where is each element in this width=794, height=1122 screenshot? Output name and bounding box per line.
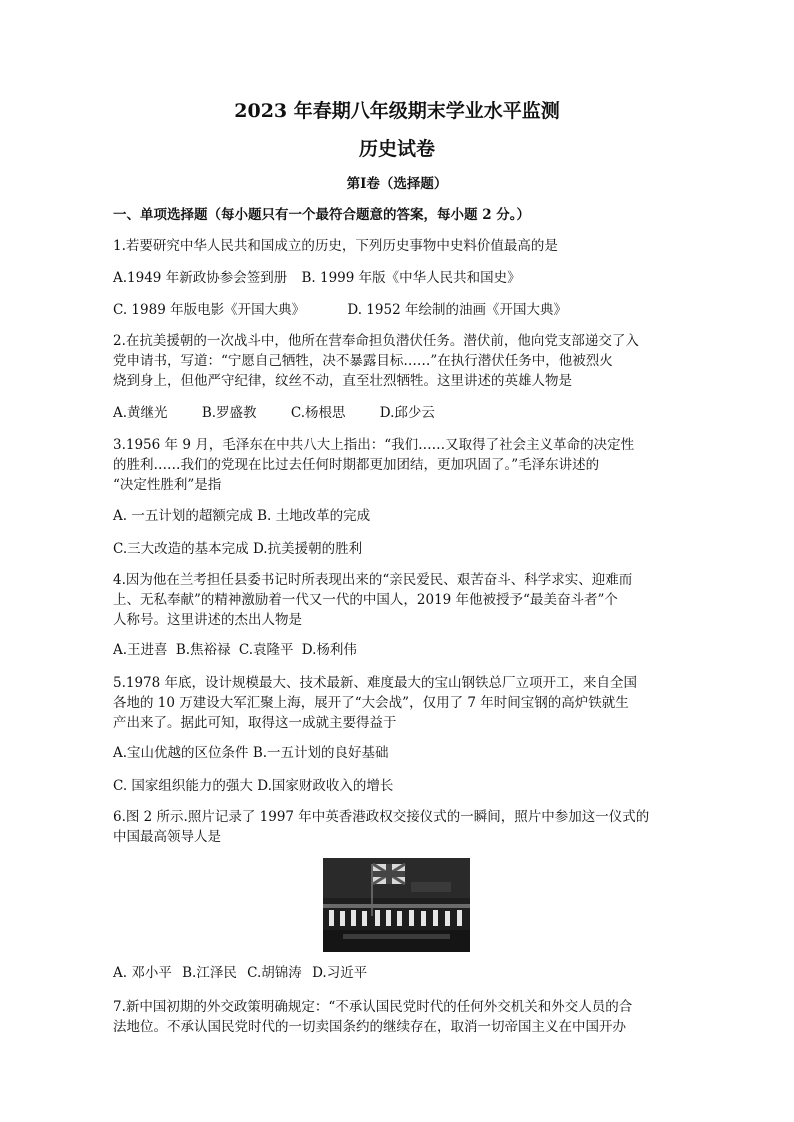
q1-option-d: D. 1952 年绘制的油画《开国大典》: [347, 302, 567, 318]
q4-stem-line-1: 4.因为他在兰考担任县委书记时所表现出来的“亲民爱民、艰苦奋斗、科学求实、迎难而: [113, 572, 633, 588]
q2-options-line: [113, 404, 435, 422]
q1-options-line-1: [113, 269, 521, 287]
q3-stem-line-3: “决定性胜利”是指: [113, 477, 222, 493]
q2-stem-line-1: 2.在抗美援朝的一次战斗中，他所在营奉命担负潜伏任务。潜伏前，他向党支部递交了入: [113, 333, 639, 349]
q5-option-c: C. 国家组织能力的强大: [113, 778, 253, 794]
q5-option-b: B.一五计划的良好基础: [252, 745, 389, 761]
exam-part: 第Ⅰ卷（选择题）: [346, 176, 448, 192]
q3-option-d: D.抗美援朝的胜利: [252, 541, 363, 557]
q2-option-b: B.罗盛教: [201, 405, 257, 421]
q2-stem-line-3: 烧到身上，但他严守纪律，纹丝不动，直至壮烈牺牲。这里讲述的英雄人物是: [113, 373, 572, 389]
q3-stem-line-2: 的胜利……我们的党现在比过去任何时期都更加团结，更加巩固了。”毛泽东讲述的: [113, 457, 600, 473]
q3-option-c: C.三大改造的基本完成: [113, 541, 249, 557]
q3-option-b: B. 土地改革的完成: [257, 508, 371, 524]
q5-option-a: A.宝山优越的区位条件: [113, 745, 249, 761]
exam-subject: 历史试卷: [358, 138, 435, 160]
q5-options-line-1: [113, 744, 389, 762]
handover-ceremony-photo: [323, 858, 470, 952]
q1-option-c: C. 1989 年版电影《开国大典》: [113, 302, 306, 318]
q6-options-line: [113, 964, 367, 982]
q3-stem-line-1: 3.1956 年 9 月，毛泽东在中共八大上指出：“我们……又取得了社会主义革命的决定性: [113, 437, 635, 453]
q3-options-line-1: [113, 507, 370, 525]
q2-option-d: D.邱少云: [379, 405, 435, 421]
q6-option-b: B.江泽民: [182, 965, 237, 981]
q4-option-b: B.焦裕禄: [175, 642, 231, 658]
q2-stem-line-2: 党申请书，写道：“宁愿自己牺牲，决不暴露目标……”在执行潜伏任务中，他被烈火: [113, 353, 613, 369]
q1-option-b: B. 1999 年版《中华人民共和国史》: [301, 270, 521, 286]
exam-title: 2023 年春期八年级期末学业水平监测: [234, 100, 560, 122]
q4-stem-line-3: 人称号。这里讲述的杰出人物是: [113, 612, 302, 628]
q2-option-c: C.杨根思: [290, 405, 346, 421]
q7-stem-line-1: 7.新中国初期的外交政策明确规定：“不承认国民党时代的任何外交机关和外交人员的合: [113, 999, 633, 1015]
q3-options-line-2: [113, 540, 362, 558]
q6-option-c: C.胡锦涛: [247, 965, 302, 981]
q4-stem-line-2: 上、无私奉献”的精神激励着一代又一代的中国人，2019 年他被授予“最美奋斗者”个: [113, 592, 618, 608]
q6-stem-line-1: 6.图 2 所示.照片记录了 1997 年中英香港政权交接仪式的一瞬间，照片中参加这一仪式的: [113, 809, 650, 825]
q5-option-d: D.国家财政收入的增长: [257, 778, 394, 794]
q5-options-line-2: [113, 777, 393, 795]
q6-option-a: A. 邓小平: [113, 965, 172, 981]
q4-options-line: [113, 641, 357, 659]
q4-option-a: A.王进喜: [113, 642, 168, 658]
q4-option-c: C.袁隆平: [238, 642, 294, 658]
union-flag-icon: [373, 864, 405, 884]
q4-option-d: D.杨利伟: [301, 642, 357, 658]
q6-option-d: D.习近平: [312, 965, 368, 981]
q3-option-a: A. 一五计划的超额完成: [113, 508, 253, 524]
q1-stem-line-1: 1.若要研究中华人民共和国成立的历史，下列历史事物中史料价值最高的是: [113, 238, 558, 254]
q5-stem-line-1: 5.1978 年底，设计规模最大、技术最新、难度最大的宝山钢铁总厂立项开工，来自全国: [113, 675, 638, 691]
q6-stem-line-2: 中国最高领导人是: [113, 829, 221, 845]
q2-option-a: A.黄继光: [113, 405, 168, 421]
section-heading: 一、单项选择题（每小题只有一个最符合题意的答案，每小题 2 分。）: [113, 207, 531, 223]
q1-options-line-2: [113, 301, 567, 319]
q5-stem-line-2: 各地的 10 万建设大军汇聚上海，展开了“大会战”，仅用了 7 年时间宝钢的高炉铁就生: [113, 695, 629, 711]
q5-stem-line-3: 产出来了。据此可知，取得这一成就主要得益于: [113, 715, 397, 731]
q7-stem-line-2: 法地位。不承认国民党时代的一切卖国条约的继续存在，取消一切帝国主义在中国开办: [113, 1019, 626, 1035]
q1-option-a: A.1949 年新政协参会签到册: [113, 270, 288, 286]
